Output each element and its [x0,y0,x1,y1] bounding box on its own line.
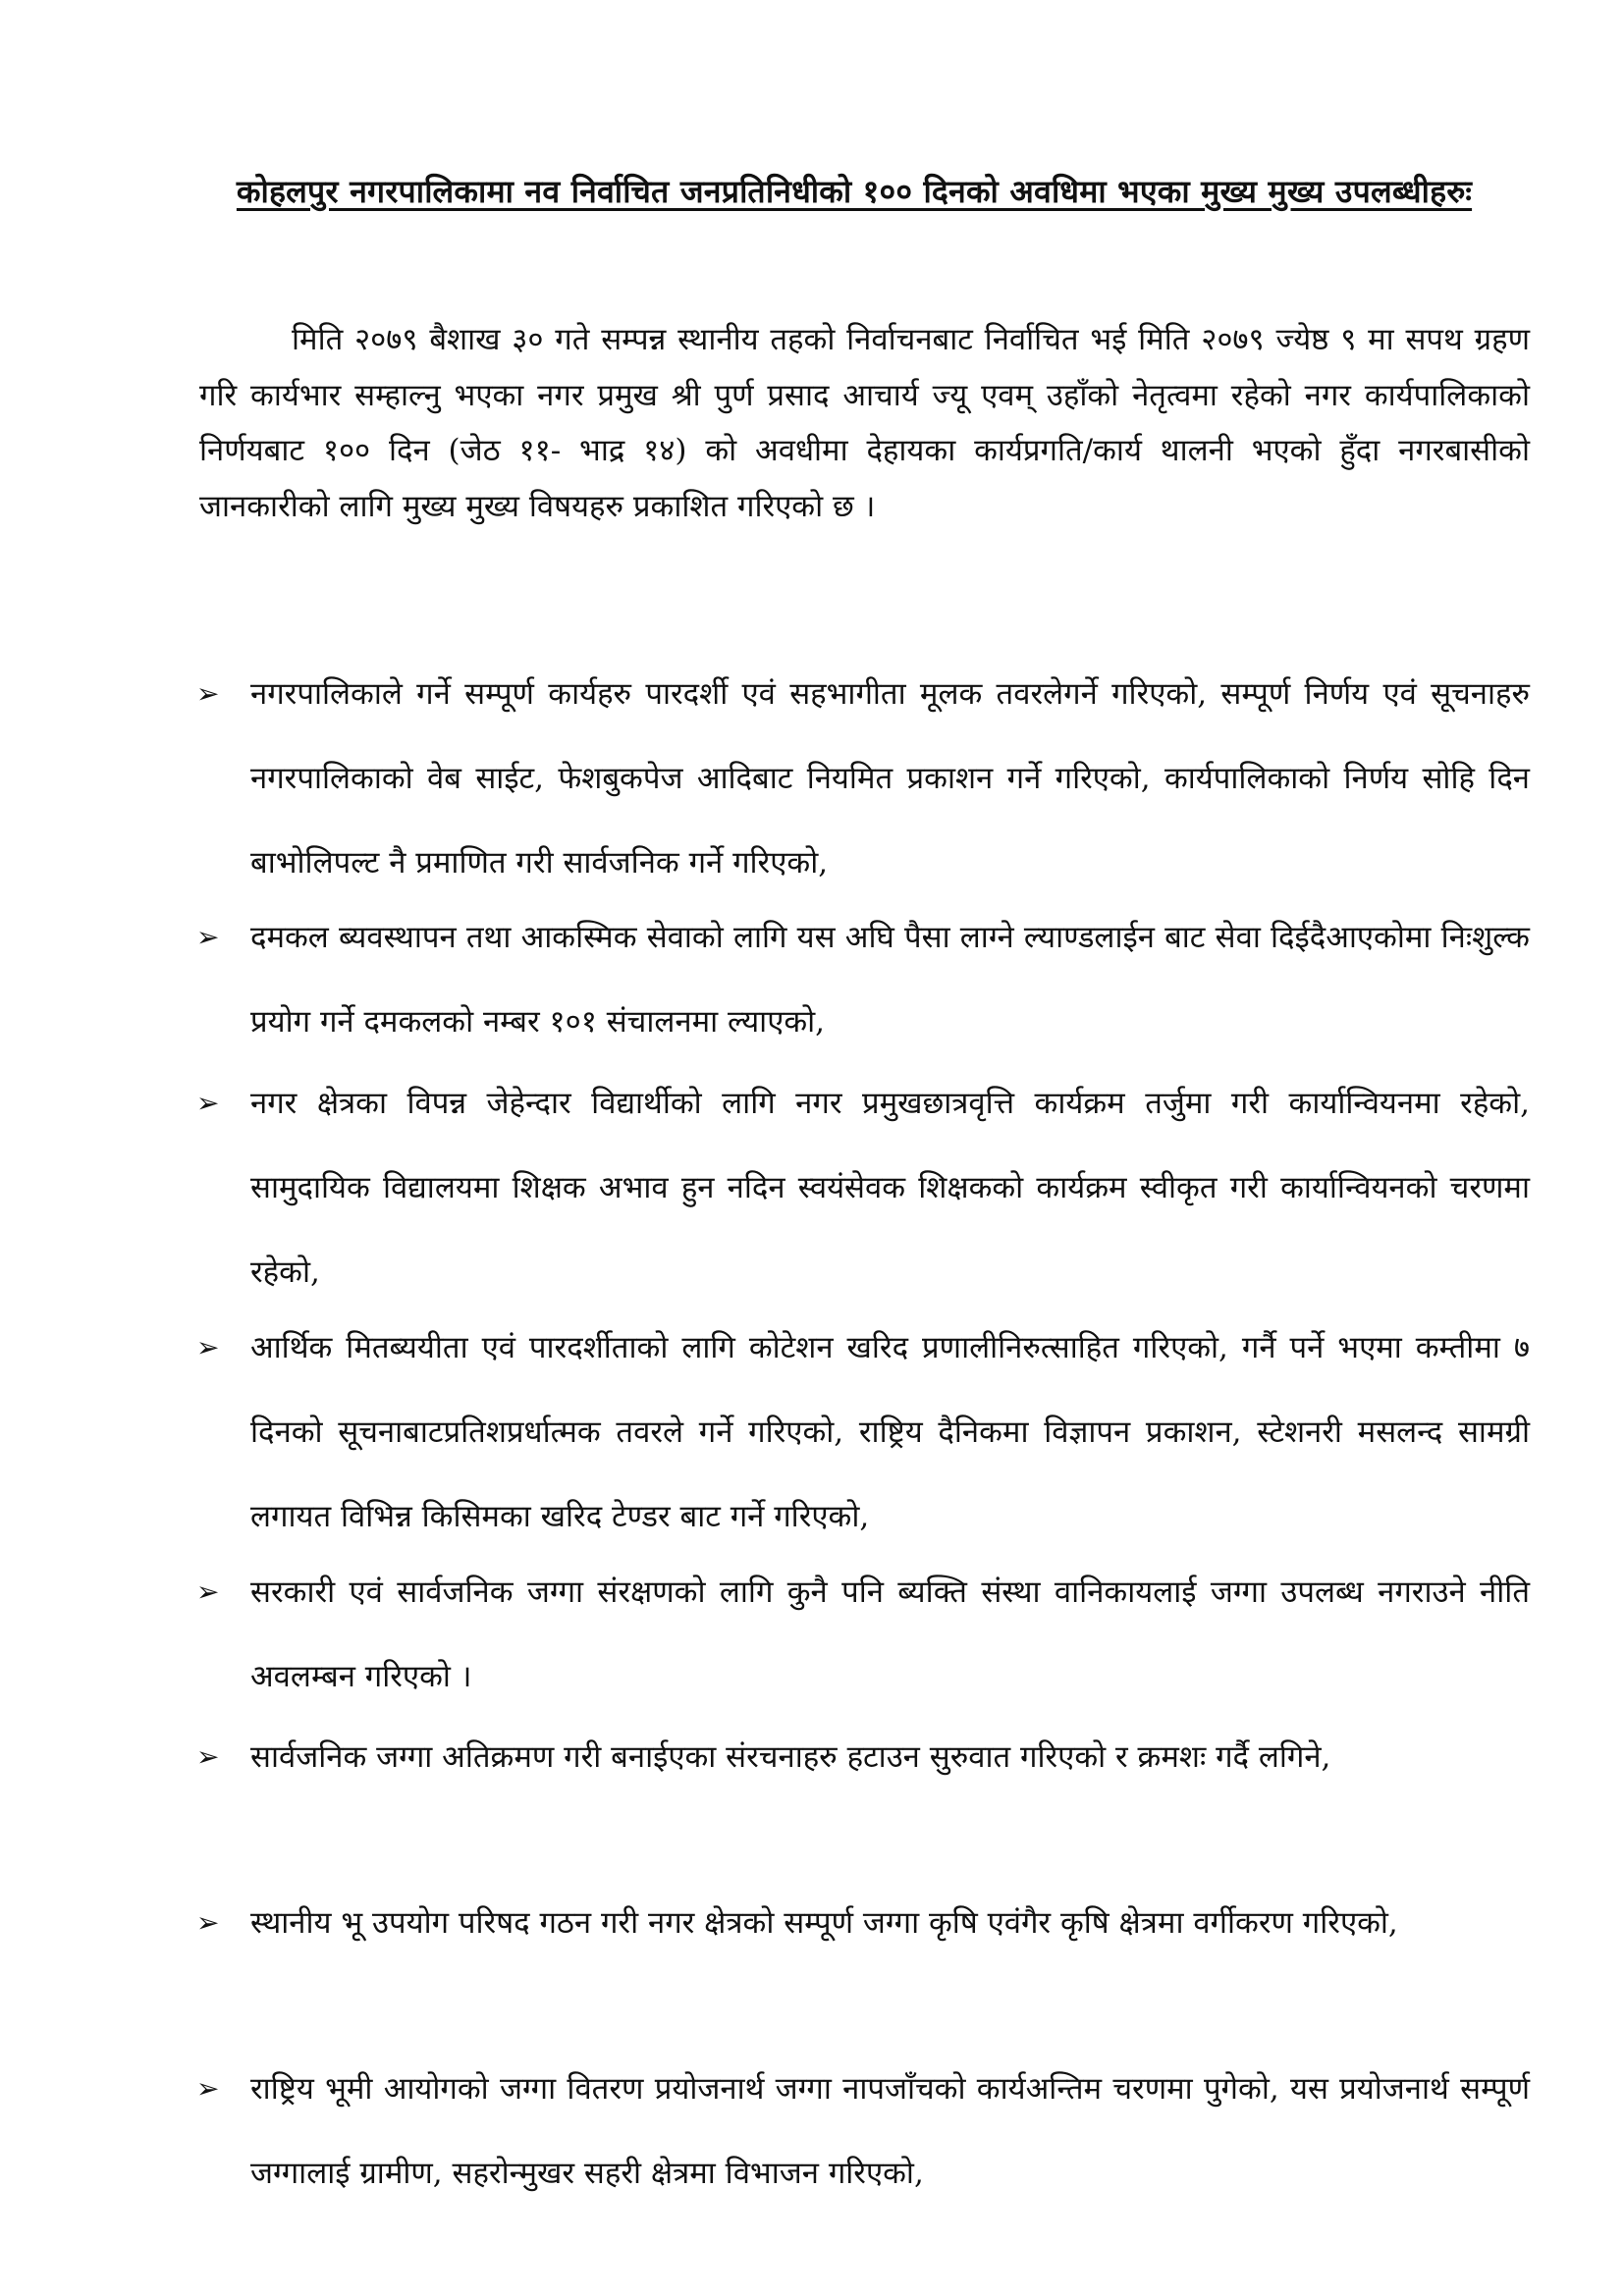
list-item-text: आर्थिक मितब्ययीता एवं पारदर्शीताको लागि कोटेशन खरिद प्रणालीनिरुत्साहित गरिएको, गर्नै पर्ने भएमा कम्तीमा ७ दिनको सूचनाबाटप्रतिशप्रर्धात्मक तवरले गर्ने गरिएको, राष्ट्रिय दैनिकमा विज्ञापन प्रकाशन, स्टेशनरी मसलन्द सामग्री लगायत विभिन्न किसिमका खरिद टेण्डर बाट गर्ने गरिएको, [250,1330,1530,1534]
intro-paragraph: मिति २०७९ बैशाख ३० गते सम्पन्न स्थानीय तहको निर्वाचनबाट निर्वाचित भई मिति २०७९ ज्येष्ठ ९ मा सपथ ग्रहण गरि कार्यभार सम्हाल्नु भएका नगर प्रमुख श्री पुर्ण प्रसाद आचार्य ज्यू एवम् उहाँको नेतृत्वमा रहेको नगर कार्यपालिकाको निर्णयबाट १०० दिन (जेठ ११- भाद्र १४) को अवधीमा देहायका कार्यप्रगति/कार्य थालनी भएको हुँदा नगरबासीको जानकारीको लागि मुख्य मुख्य विषयहरु प्रकाशित गरिएको छ । [199,322,1530,524]
list-item-text: नगर क्षेत्रका विपन्न जेहेन्दार विद्यार्थीको लागि नगर प्रमुखछात्रवृत्ति कार्यक्रम तर्जुमा गरी कार्यान्वियनमा रहेको, सामुदायिक विद्यालयमा शिक्षक अभाव हुन नदिन स्वयंसेवक शिक्षकको कार्यक्रम स्वीकृत गरी कार्यान्वियनको चरणमा रहेको, [250,1086,1530,1290]
list-item-text: सार्वजनिक जग्गा अतिक्रमण गरी बनाईएका संरचनाहरु हटाउन सुरुवात गरिएको र क्रमशः गर्दै लगिने, [250,1739,1331,1775]
list-item-text: नगरपालिकाले गर्ने सम्पूर्ण कार्यहरु पारदर्शी एवं सहभागीता मूलक तवरलेगर्ने गरिएको, सम्पूर्ण निर्णय एवं सूचनाहरु नगरपालिकाको वेब साईट, फेशबुकपेज आदिबाट नियमित प्रकाशन गर्ने गरिएको, कार्यपालिकाको निर्णय सोहि दिन बाभोलिपल्ट नै प्रमाणित गरी सार्वजनिक गर्ने गरिएको, [250,676,1530,881]
arrow-bullet-icon: ➢ [196,1331,220,1363]
arrow-bullet-icon: ➢ [196,2072,220,2105]
arrow-bullet-icon: ➢ [196,1087,220,1119]
list-item-text: सरकारी एवं सार्वजनिक जग्गा संरक्षणको लागि कुनै पनि ब्यक्ति संस्था वानिकायलाई जग्गा उपलब्ध नगराउने नीति अवलम्बन गरिएको । [250,1575,1530,1694]
arrow-bullet-icon: ➢ [196,921,220,953]
arrow-bullet-icon: ➢ [196,1740,220,1773]
list-item-text: स्थानीय भू उपयोग परिषद गठन गरी नगर क्षेत्रको सम्पूर्ण जग्गा कृषि एवंगैर कृषि क्षेत्रमा वर्गीकरण गरिएको, [250,1905,1398,1941]
arrow-bullet-icon: ➢ [196,1906,220,1939]
arrow-bullet-icon: ➢ [196,1575,220,1608]
document-title: कोहलपुर नगरपालिकामा नव निर्वाचित जनप्रतिनिधीको १०० दिनको अवधिमा भएका मुख्य मुख्य उपलब्धीहरुः [236,173,1473,210]
list-item-text: दमकल ब्यवस्थापन तथा आकस्मिक सेवाको लागि यस अघि पैसा लाग्ने ल्याण्डलाईन बाट सेवा दिईदैआएकोमा निःशुल्क प्रयोग गर्ने दमकलको नम्बर १०१ संचालनमा ल्याएको, [250,920,1530,1040]
arrow-bullet-icon: ➢ [196,677,220,710]
list-item-text: राष्ट्रिय भूमी आयोगको जग्गा वितरण प्रयोजनार्थ जग्गा नापजाँचको कार्यअन्तिम चरणमा पुगेको, यस प्रयोजनार्थ सम्पूर्ण जग्गालाई ग्रामीण, सहरोन्मुखर सहरी क्षेत्रमा विभाजन गरिएको, [250,2071,1530,2191]
